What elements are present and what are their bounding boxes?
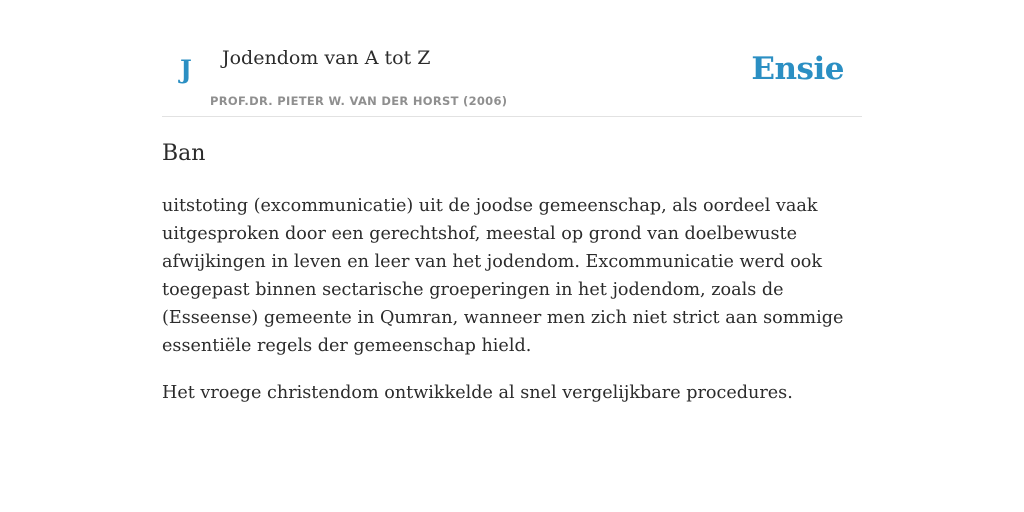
book-letter-icon[interactable]: J <box>180 55 192 84</box>
entry-body <box>162 192 862 426</box>
book-author: PROF.DR. PIETER W. VAN DER HORST (2006) <box>210 94 508 108</box>
entry-paragraph: uitstoting (excommunicatie) uit de joodse gemeenschap, als oordeel vaak uitgesproken door een gerechtshof, meestal op grond van doelbewuste afwijkingen in leven en leer van het jodendom. Excommunicatie werd ook toegepast binnen sectarische groeperingen in het jodendom, zoals de (Esseense) gemeente in Qumran, wanneer men zich niet strict aan sommige essentiële regels der gemeenschap hield. <box>162 196 844 356</box>
page <box>162 0 862 512</box>
entry-paragraph: Het vroege christendom ontwikkelde al snel vergelijkbare procedures. <box>162 383 793 403</box>
book-title-link[interactable]: Jodendom van A tot Z <box>222 47 431 69</box>
ensie-logo[interactable]: Ensie <box>751 51 844 87</box>
entry-title: Ban <box>162 141 206 166</box>
page-header <box>162 0 862 117</box>
